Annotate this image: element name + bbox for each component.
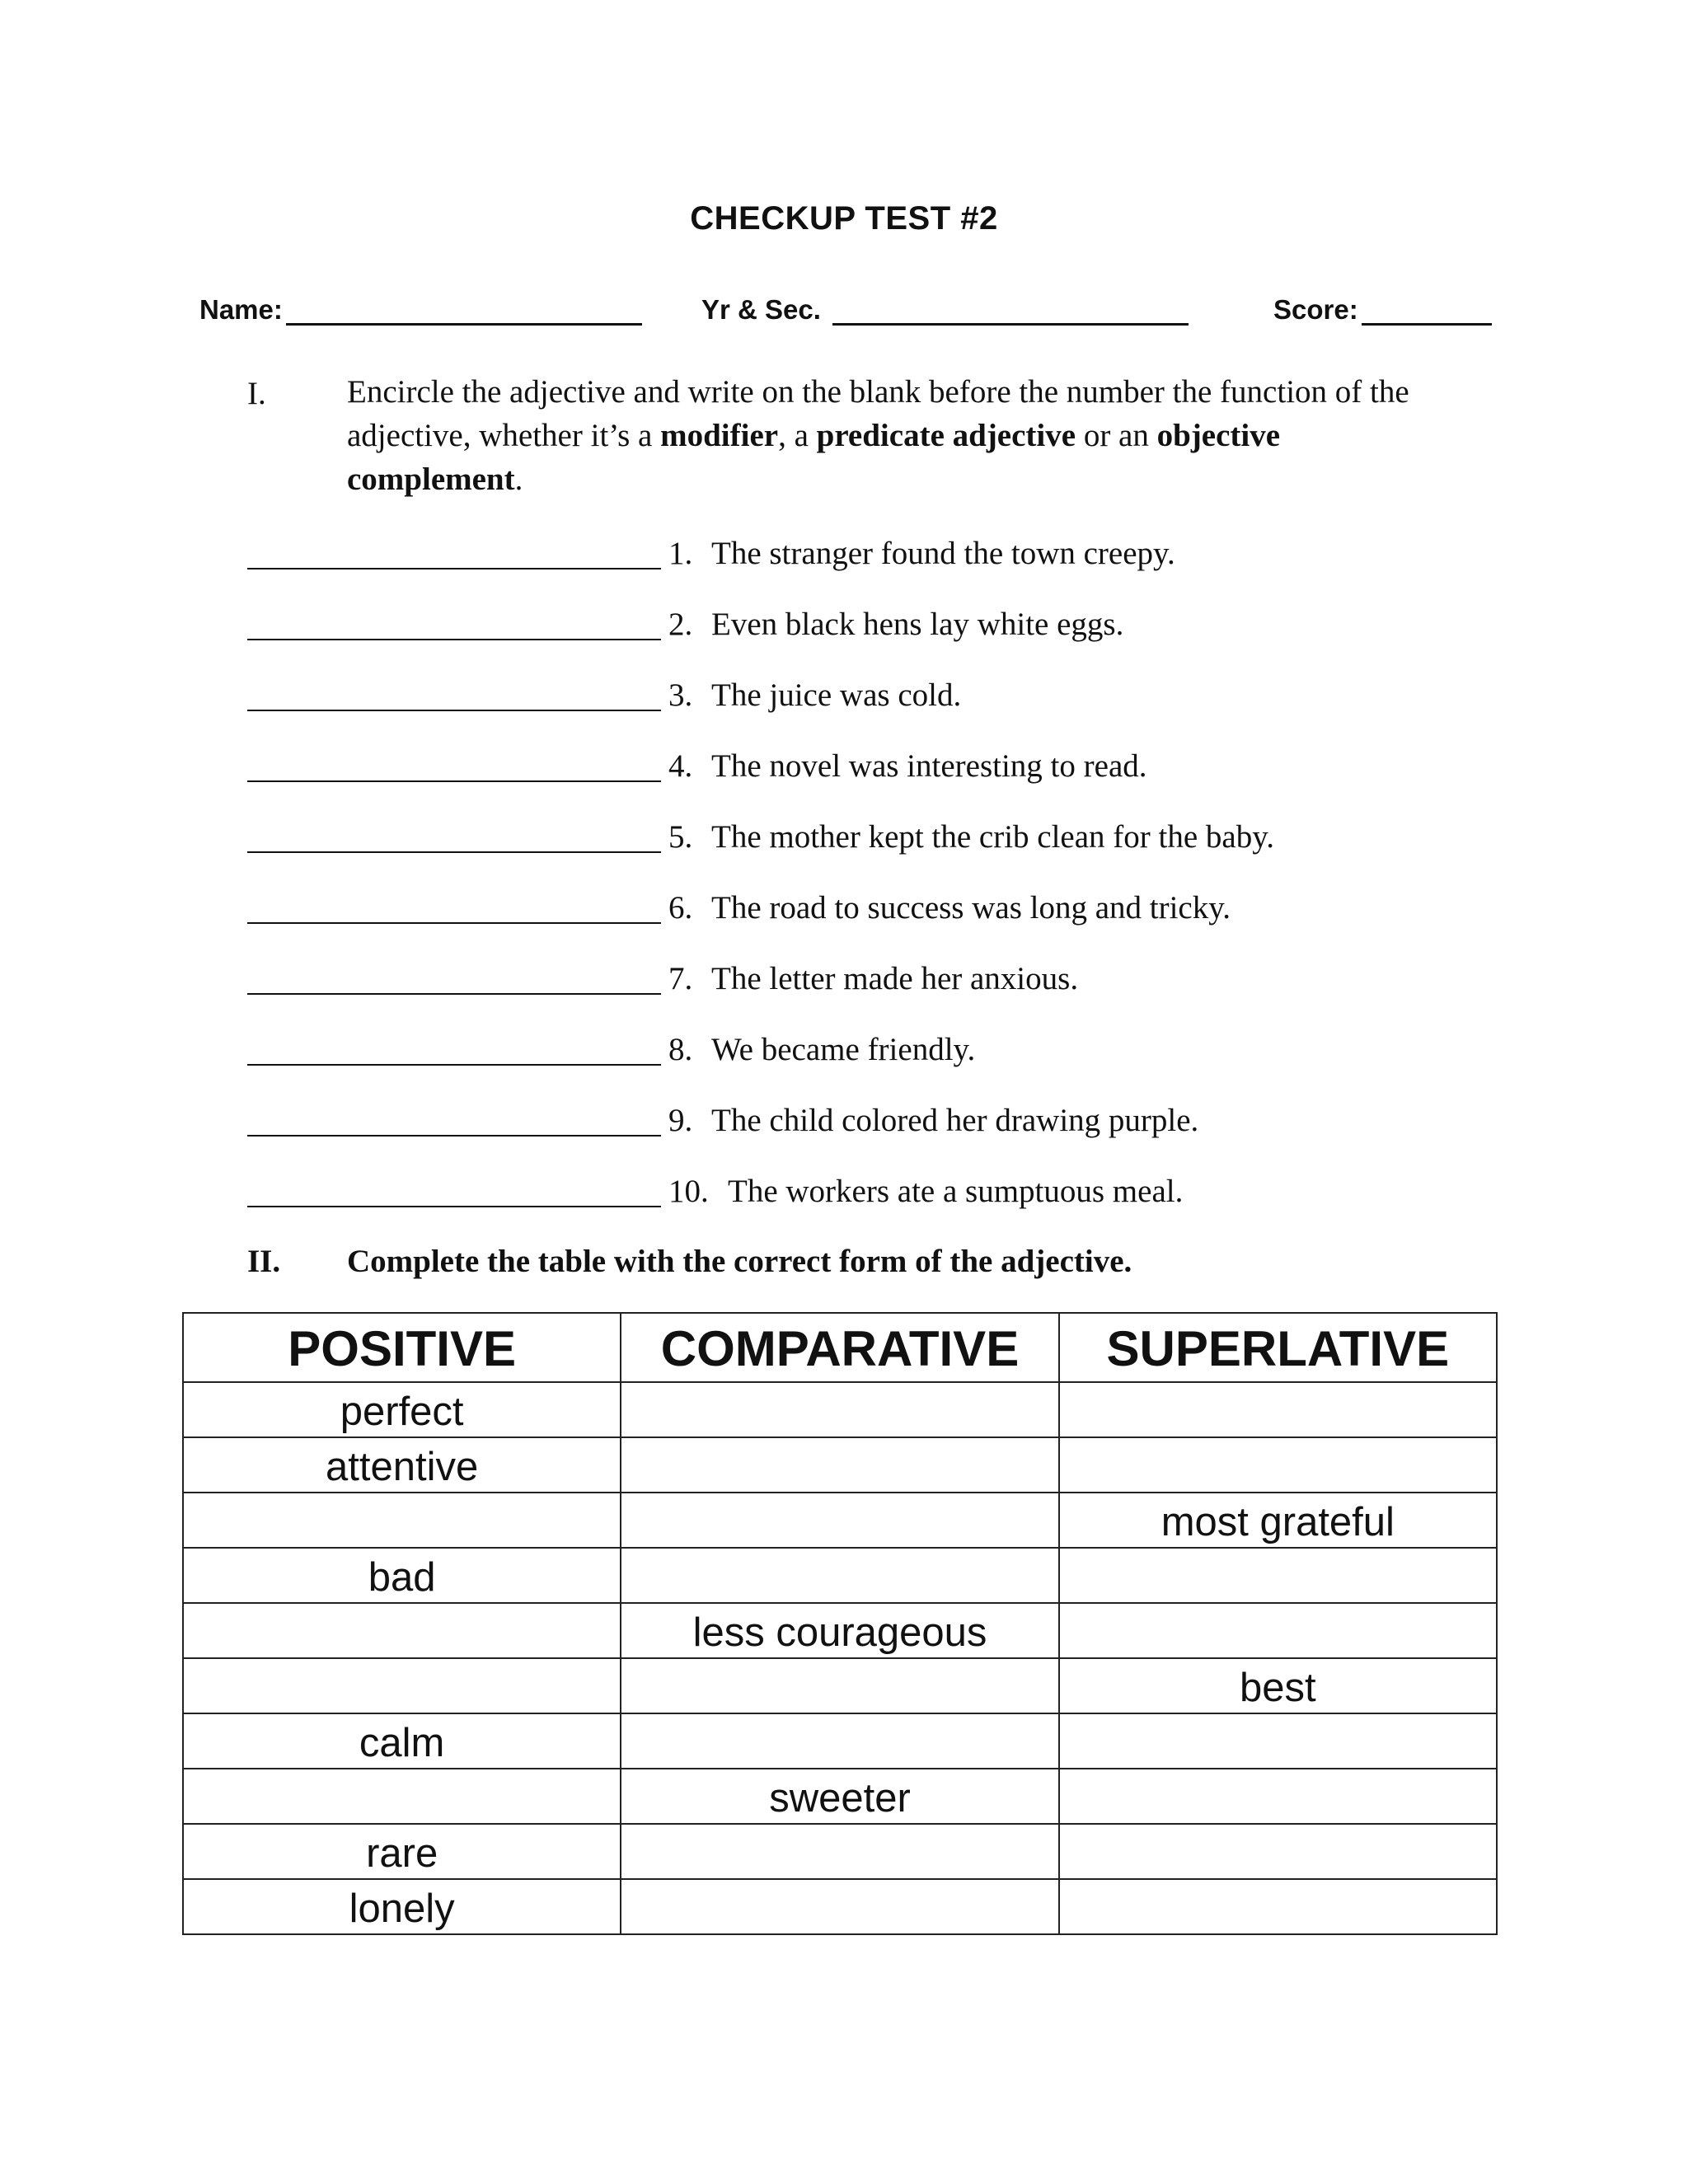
question-number: 1. [668, 536, 693, 571]
table-row [183, 1382, 1497, 1437]
column-header-positive: POSITIVE [183, 1313, 621, 1382]
table-row [183, 1548, 1497, 1603]
positive-cell[interactable]: rare [183, 1824, 621, 1879]
question-sentence: The child colored her drawing purple. [711, 1103, 1199, 1138]
question-number: 10. [668, 1174, 709, 1209]
comparative-cell[interactable] [621, 1879, 1058, 1934]
question-sentence: The mother kept the crib clean for the baby. [711, 819, 1274, 855]
table-row [183, 1713, 1497, 1769]
name-label: Name: [199, 294, 283, 325]
term-modifier: modifier [660, 418, 779, 453]
positive-cell[interactable]: perfect [183, 1382, 621, 1437]
question-sentence: The novel was interesting to read. [711, 748, 1147, 784]
superlative-cell[interactable] [1059, 1879, 1497, 1934]
answer-blank[interactable] [247, 568, 661, 569]
question-sentence: The workers ate a sumptuous meal. [728, 1174, 1184, 1209]
column-header-comparative: COMPARATIVE [621, 1313, 1058, 1382]
superlative-cell[interactable] [1059, 1769, 1497, 1824]
table-row [183, 1824, 1497, 1879]
superlative-cell[interactable] [1059, 1382, 1497, 1437]
positive-cell[interactable] [183, 1603, 621, 1658]
superlative-cell[interactable] [1059, 1603, 1497, 1658]
question-number: 2. [668, 607, 693, 642]
superlative-cell[interactable] [1059, 1548, 1497, 1603]
section-2-numeral: II. [247, 1244, 281, 1279]
positive-cell[interactable]: bad [183, 1548, 621, 1603]
score-blank-line[interactable] [1362, 298, 1492, 326]
section-2-instructions: Complete the table with the correct form of the adjective. [347, 1244, 1132, 1279]
comparative-cell[interactable] [621, 1493, 1058, 1548]
table-row [183, 1437, 1497, 1493]
score-field[interactable] [1273, 294, 1492, 326]
question-sentence: The juice was cold. [711, 677, 962, 713]
score-label: Score: [1273, 294, 1358, 325]
answer-blank[interactable] [247, 1135, 661, 1137]
answer-blank[interactable] [247, 1064, 661, 1066]
question-sentence: The stranger found the town creepy. [711, 536, 1175, 571]
question-sentence: The letter made her anxious. [711, 961, 1079, 996]
superlative-cell[interactable] [1059, 1713, 1497, 1769]
superlative-cell[interactable] [1059, 1824, 1497, 1879]
name-blank-line[interactable] [286, 298, 642, 326]
term-predicate-adjective: predicate adjective [816, 418, 1076, 453]
yr-sec-blank-line[interactable] [832, 298, 1189, 326]
superlative-cell[interactable]: best [1059, 1658, 1497, 1713]
positive-cell[interactable] [183, 1658, 621, 1713]
positive-cell[interactable]: calm [183, 1713, 621, 1769]
question-sentence: Even black hens lay white eggs. [711, 607, 1124, 642]
question-sentence: We became friendly. [711, 1032, 976, 1067]
table-row [183, 1603, 1497, 1658]
table-row [183, 1493, 1497, 1548]
comparative-cell[interactable]: less courageous [621, 1603, 1058, 1658]
column-header-superlative: SUPERLATIVE [1059, 1313, 1497, 1382]
question-number: 7. [668, 961, 693, 996]
instructions-text: . [514, 462, 523, 497]
superlative-cell[interactable] [1059, 1437, 1497, 1493]
question-sentence: The road to success was long and tricky. [711, 890, 1231, 926]
section-1-numeral: I. [247, 376, 266, 411]
answer-blank[interactable] [247, 993, 661, 995]
page-title: CHECKUP TEST #2 [690, 200, 998, 237]
term-objective-complement: objective complement [347, 418, 1281, 497]
name-field[interactable] [199, 294, 642, 326]
answer-blank[interactable] [247, 780, 661, 782]
question-number: 5. [668, 819, 693, 855]
comparative-cell[interactable] [621, 1382, 1058, 1437]
question-number: 3. [668, 677, 693, 713]
answer-blank[interactable] [247, 639, 661, 640]
question-number: 8. [668, 1032, 693, 1067]
comparative-cell[interactable] [621, 1824, 1058, 1879]
table-header-row [183, 1313, 1497, 1382]
question-number: 9. [668, 1103, 693, 1138]
superlative-cell[interactable]: most grateful [1059, 1493, 1497, 1548]
comparative-cell[interactable]: sweeter [621, 1769, 1058, 1824]
positive-cell[interactable]: attentive [183, 1437, 621, 1493]
answer-blank[interactable] [247, 710, 661, 711]
comparative-cell[interactable] [621, 1658, 1058, 1713]
instructions-text: , a [778, 418, 817, 453]
positive-cell[interactable] [183, 1769, 621, 1824]
yr-sec-field[interactable] [701, 294, 1189, 326]
answer-blank[interactable] [247, 1206, 661, 1207]
answer-blank[interactable] [247, 922, 661, 924]
question-number: 6. [668, 890, 693, 926]
positive-cell[interactable] [183, 1493, 621, 1548]
table-row [183, 1769, 1497, 1824]
table-row [183, 1879, 1497, 1934]
comparative-cell[interactable] [621, 1713, 1058, 1769]
comparative-cell[interactable] [621, 1548, 1058, 1603]
instructions-text: or an [1076, 418, 1157, 453]
positive-cell[interactable]: lonely [183, 1879, 621, 1934]
yr-sec-label: Yr & Sec. [701, 294, 821, 325]
question-number: 4. [668, 748, 693, 784]
table-row [183, 1658, 1497, 1713]
comparative-cell[interactable] [621, 1437, 1058, 1493]
adjective-forms-table [182, 1312, 1498, 1935]
instructions-text: Encircle the adjective and write on the blank before the number the function of the adjective, whether it’s a [347, 374, 1409, 453]
section-1-instructions [347, 370, 1460, 501]
answer-blank[interactable] [247, 851, 661, 853]
